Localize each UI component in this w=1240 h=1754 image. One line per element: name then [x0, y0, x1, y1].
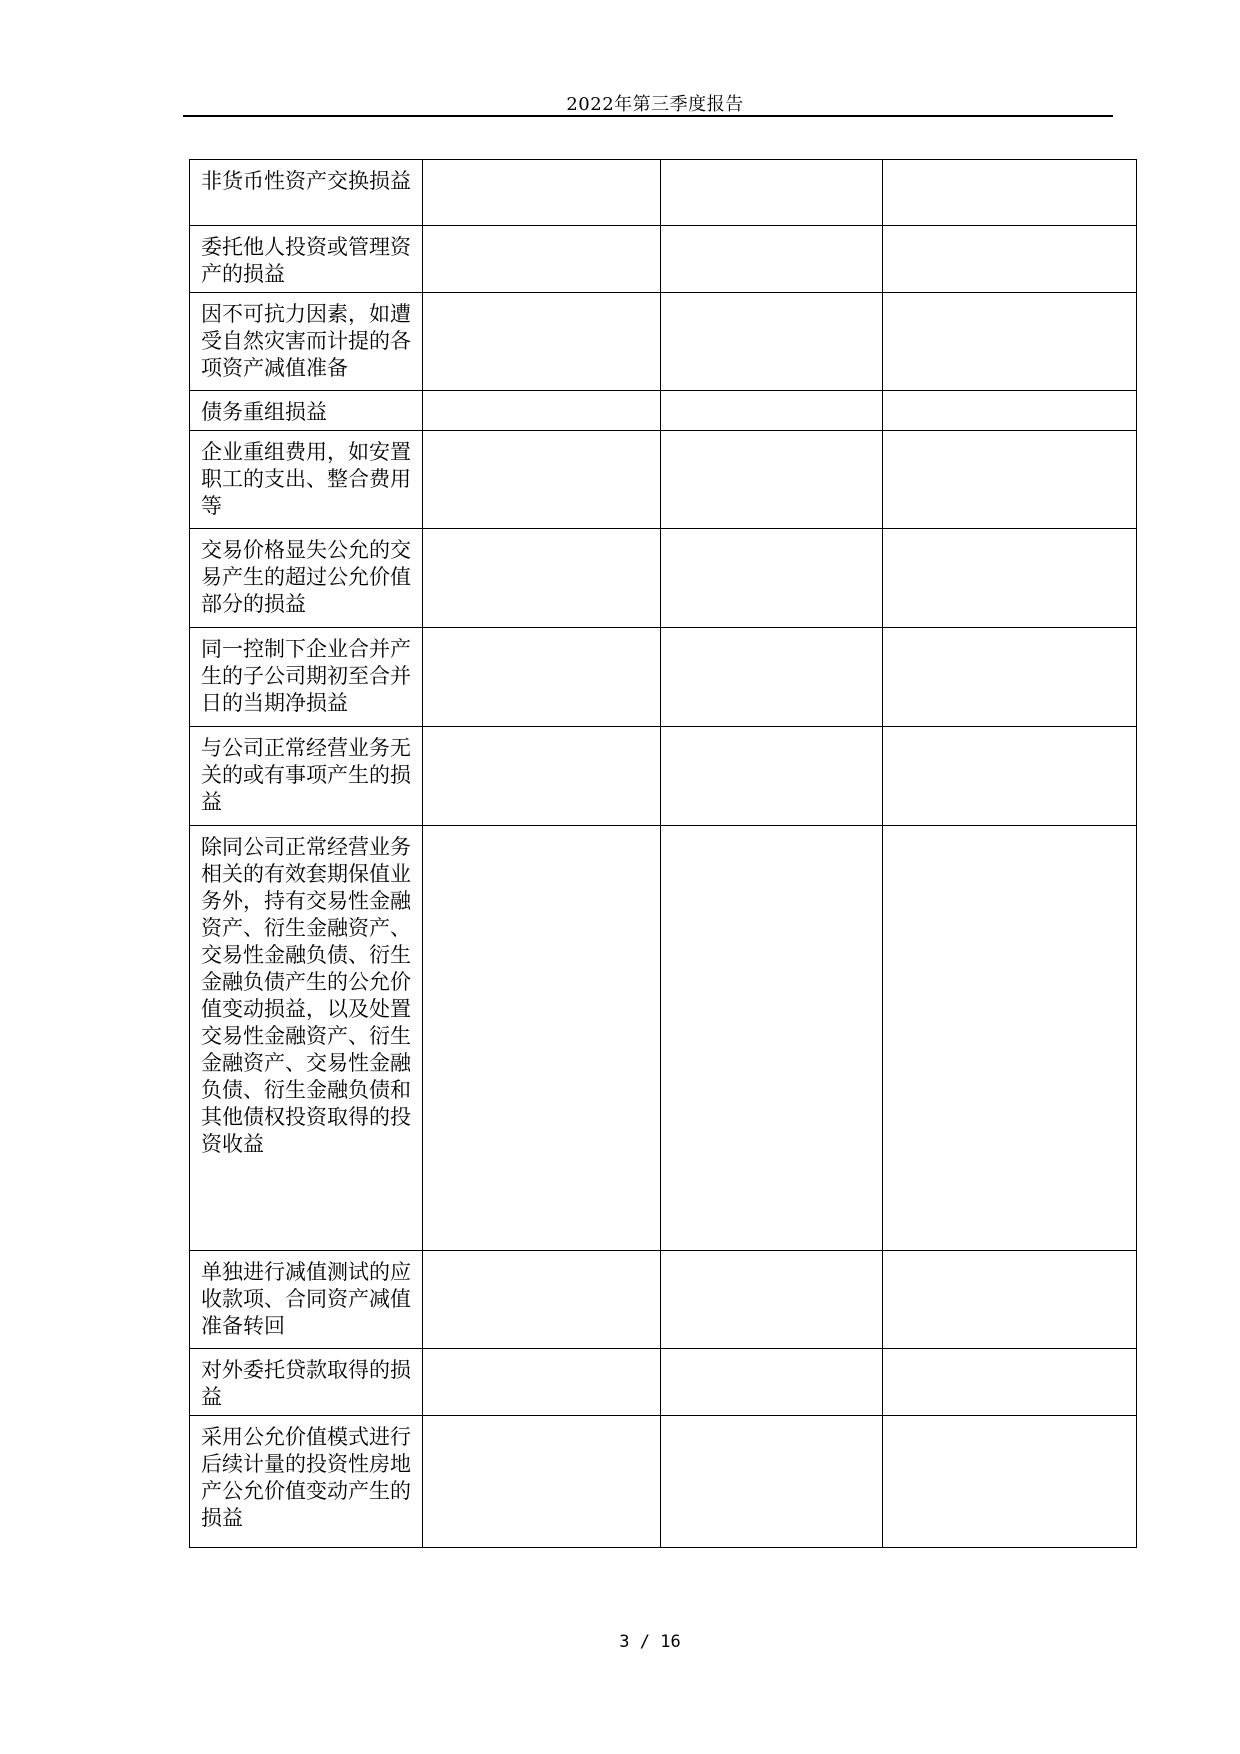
- table-cell: [883, 826, 1137, 1251]
- table-row: [190, 826, 1137, 1251]
- page-number: 3 / 16: [619, 1632, 681, 1652]
- table-cell: [661, 529, 883, 628]
- table-row: [190, 1416, 1137, 1548]
- table-cell: [423, 293, 661, 391]
- row-label: 除同公司正常经营业务相关的有效套期保值业务外，持有交易性金融资产、衍生金融资产、交易性金融负债、衍生金融负债产生的公允价值变动损益，以及处置交易性金融资产、衍生金融资产、交易性金融负债、衍生金融负债和其他债权投资取得的投资收益: [190, 826, 423, 1251]
- row-label: 非货币性资产交换损益: [190, 160, 423, 226]
- table-row: [190, 1251, 1137, 1349]
- row-label: 采用公允价值模式进行后续计量的投资性房地产公允价值变动产生的损益: [190, 1416, 423, 1548]
- table-cell: [423, 160, 661, 226]
- table-cell: [423, 226, 661, 293]
- table-cell: [883, 529, 1137, 628]
- table-cell: [423, 1416, 661, 1548]
- table-cell: [661, 727, 883, 826]
- table-cell: [423, 391, 661, 431]
- table-row: [190, 727, 1137, 826]
- table-row: [190, 226, 1137, 293]
- row-label: 对外委托贷款取得的损益: [190, 1349, 423, 1416]
- row-label: 交易价格显失公允的交易产生的超过公允价值部分的损益: [190, 529, 423, 628]
- table-cell: [661, 160, 883, 226]
- table-cell: [883, 226, 1137, 293]
- table-cell: [883, 1416, 1137, 1548]
- table-cell: [883, 160, 1137, 226]
- table-cell: [423, 1349, 661, 1416]
- table-row: [190, 391, 1137, 431]
- page-header-title: 2022年第三季度报告: [566, 94, 744, 115]
- row-label: 因不可抗力因素，如遭受自然灾害而计提的各项资产减值准备: [190, 293, 423, 391]
- table-cell: [661, 1349, 883, 1416]
- table-cell: [661, 826, 883, 1251]
- header-divider: [183, 115, 1113, 117]
- table-cell: [423, 1251, 661, 1349]
- row-label: 与公司正常经营业务无关的或有事项产生的损益: [190, 727, 423, 826]
- table-cell: [661, 391, 883, 431]
- row-label: 单独进行减值测试的应收款项、合同资产减值准备转回: [190, 1251, 423, 1349]
- table-cell: [883, 431, 1137, 529]
- table-row: [190, 1349, 1137, 1416]
- table-cell: [661, 1416, 883, 1548]
- row-label: 同一控制下企业合并产生的子公司期初至合并日的当期净损益: [190, 628, 423, 727]
- row-label: 企业重组费用，如安置职工的支出、整合费用等: [190, 431, 423, 529]
- table-row: [190, 431, 1137, 529]
- non-recurring-items-table: [189, 159, 1137, 1548]
- table-cell: [883, 391, 1137, 431]
- table-cell: [883, 628, 1137, 727]
- table-cell: [423, 727, 661, 826]
- table-cell: [661, 628, 883, 727]
- table-cell: [423, 529, 661, 628]
- table-cell: [661, 293, 883, 391]
- table-cell: [423, 431, 661, 529]
- table-row: [190, 160, 1137, 226]
- table-cell: [661, 1251, 883, 1349]
- table-row: [190, 628, 1137, 727]
- table-row: [190, 293, 1137, 391]
- table-cell: [883, 1251, 1137, 1349]
- table-cell: [423, 628, 661, 727]
- table-cell: [883, 727, 1137, 826]
- table-cell: [423, 826, 661, 1251]
- table-row: [190, 529, 1137, 628]
- table-cell: [661, 431, 883, 529]
- table-cell: [661, 226, 883, 293]
- row-label: 债务重组损益: [190, 391, 423, 431]
- table-cell: [883, 1349, 1137, 1416]
- row-label: 委托他人投资或管理资产的损益: [190, 226, 423, 293]
- table-cell: [883, 293, 1137, 391]
